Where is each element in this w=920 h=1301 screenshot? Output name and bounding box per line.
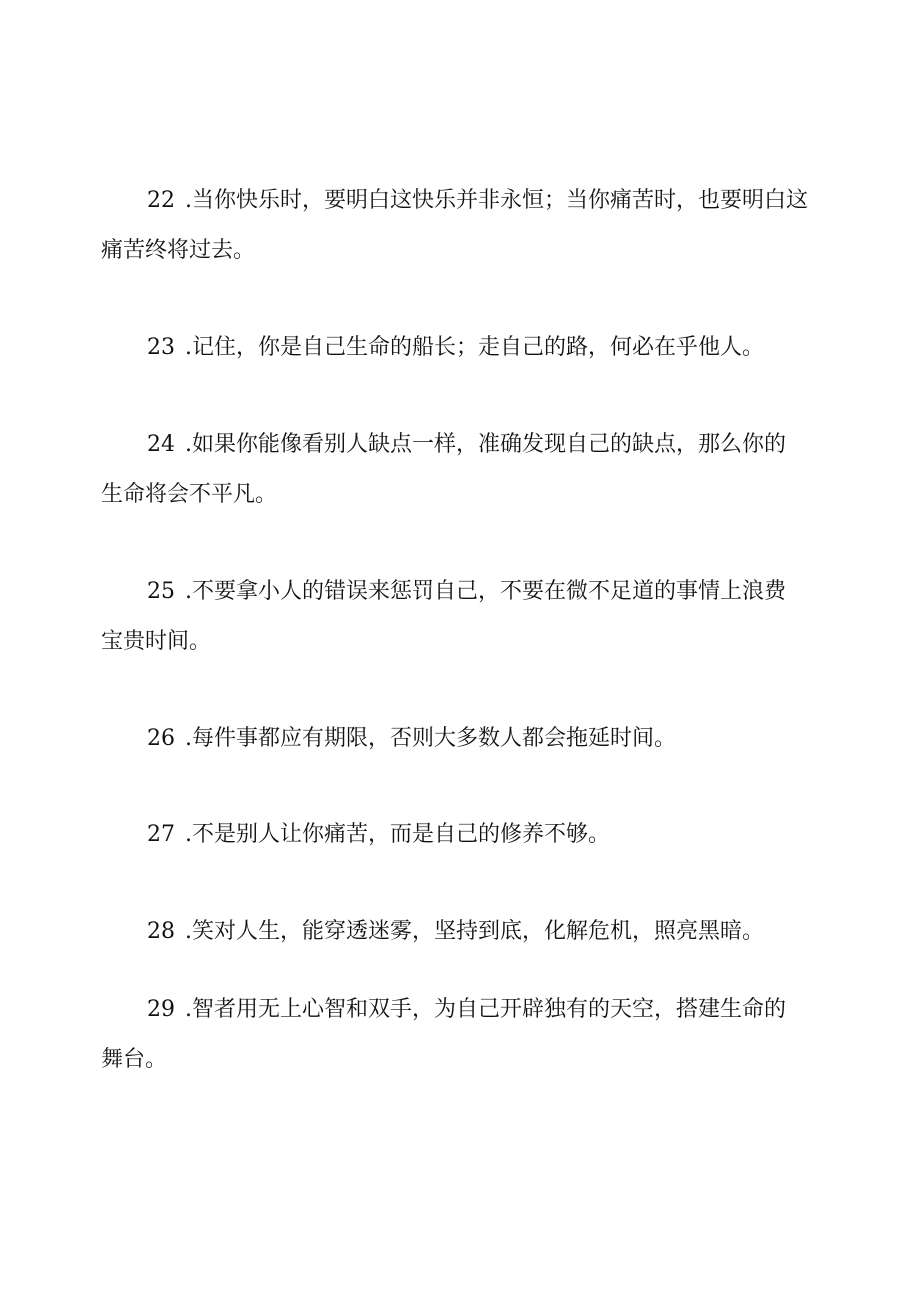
quote-first-line [101, 985, 821, 1035]
quote-continuation: 宝贵时间。 [101, 629, 212, 654]
quote-text: .每件事都应有期限，否则大多数人都会拖延时间。 [185, 726, 676, 751]
quote-number: 27 [147, 822, 175, 847]
quote-item-23 [101, 323, 821, 373]
quote-text: .如果你能像看别人缺点一样，准确发现自己的缺点，那么你的 [185, 432, 786, 457]
quote-first-line [101, 714, 821, 764]
quote-continuation: 生命将会不平凡。 [101, 482, 278, 507]
quote-first-line [101, 176, 821, 226]
quote-text: .笑对人生，能穿透迷雾，坚持到底，化解危机，照亮黑暗。 [185, 919, 764, 944]
quote-text: .不是别人让你痛苦，而是自己的修养不够。 [185, 822, 610, 847]
quote-item-22 [101, 176, 821, 276]
quote-number: 25 [147, 579, 175, 604]
quote-continuation: 痛苦终将过去。 [101, 238, 256, 263]
quote-first-line [101, 810, 821, 860]
quote-number: 22 [147, 188, 175, 213]
quote-text: .不要拿小人的错误来惩罚自己，不要在微不足道的事情上浪费 [185, 579, 786, 604]
quote-item-24 [101, 420, 821, 520]
quote-item-25 [101, 567, 821, 667]
quote-number: 28 [147, 919, 175, 944]
quote-first-line [101, 907, 821, 957]
quote-first-line [101, 323, 821, 373]
quote-number: 24 [147, 432, 175, 457]
quote-item-26 [101, 714, 821, 764]
quote-number: 26 [147, 726, 175, 751]
quote-first-line [101, 420, 821, 470]
quote-item-28 [101, 907, 821, 957]
quote-first-line [101, 567, 821, 617]
quote-continuation: 舞台。 [101, 1047, 168, 1072]
quote-number: 29 [147, 997, 175, 1022]
quote-number: 23 [147, 335, 175, 360]
quote-text: .记住，你是自己生命的船长；走自己的路，何必在乎他人。 [185, 335, 764, 360]
quote-text: .当你快乐时，要明白这快乐并非永恒；当你痛苦时，也要明白这 [185, 188, 808, 213]
quote-text: .智者用无上心智和双手，为自己开辟独有的天空，搭建生命的 [185, 997, 786, 1022]
quote-item-27 [101, 810, 821, 860]
quote-item-29 [101, 985, 821, 1085]
